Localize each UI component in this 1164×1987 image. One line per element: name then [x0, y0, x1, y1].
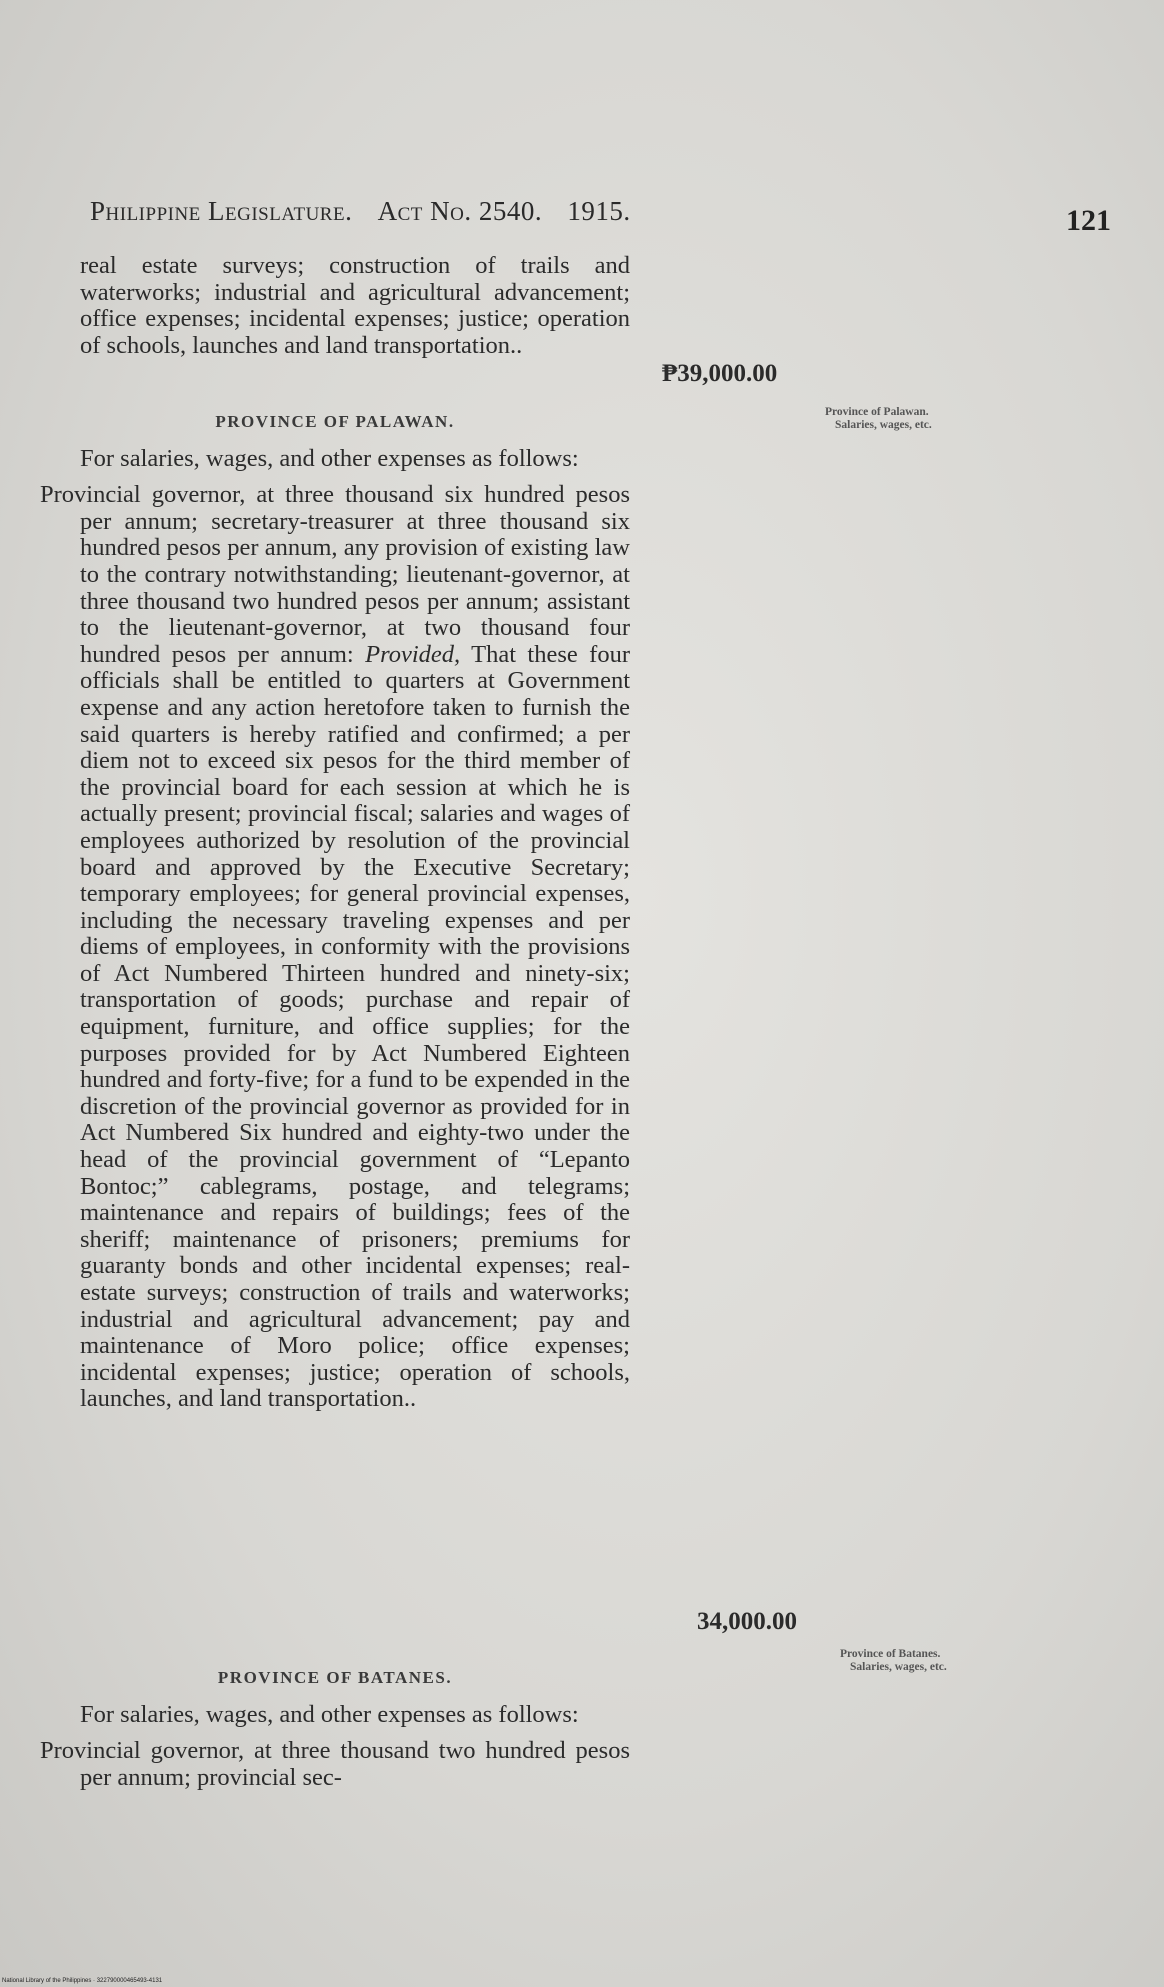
header-year: 1915.: [567, 196, 631, 226]
header-legislature: Philippine Legislature.: [90, 196, 353, 226]
palawan-margin-note: [825, 406, 1005, 432]
palawan-amount: 34,000.00: [697, 1608, 797, 1635]
batanes-body: Provincial governor, at three thousand two hundred pesos per annum; provincial sec-: [40, 1737, 630, 1791]
library-stamp: National Library of the Philippines · 322790000465493-4131: [2, 1978, 163, 1984]
palawan-provided: Provided,: [365, 640, 461, 668]
header-act: Act No. 2540.: [377, 196, 543, 226]
continuation-block: [40, 253, 630, 359]
palawan-body-part1: Provincial governor, at three thousand six hundred pesos per annum; secretary-treasurer at three thousand six hundred pesos per annum, any provision of existing law to the contrary notwithstanding; lieutenant-governor, at three thousand two hundred pesos per annum; assistant to the lieutenant-governor, at two thousand four hundred pesos per annum:: [40, 481, 630, 668]
palawan-margin-province: Province of Palawan.: [825, 406, 929, 418]
palawan-heading: PROVINCE OF PALAWAN.: [215, 412, 455, 431]
palawan-margin-salaries: Salaries, wages, etc.: [835, 419, 932, 431]
palawan-body: [40, 482, 630, 1413]
running-header: [90, 196, 649, 227]
continuation-amount: ₱39,000.00: [662, 360, 778, 387]
palawan-intro: For salaries, wages, and other expenses as follows:: [80, 444, 579, 472]
batanes-section: [40, 1653, 630, 1791]
page-number: 121: [1066, 204, 1111, 237]
batanes-heading: PROVINCE OF BATANES.: [217, 1668, 453, 1687]
batanes-intro: For salaries, wages, and other expenses as follows:: [80, 1700, 579, 1728]
continuation-text: real estate surveys; construction of trails and waterworks; industrial and agricultural advancement; office expenses; incidental expenses; justice; operation of schools, launches and land transportation..: [80, 252, 630, 359]
palawan-body-part2: That these four officials shall be entitled to quarters at Government expense and any action heretofore taken to furnish the said quarters is hereby ratified and confirmed; a per diem not to exceed six pesos for the third member of the provincial board for each session at which he is actually present; provincial fiscal; salaries and wages of employees authorized by resolution of the provincial board and approved by the Executive Secretary; temporary employees; for general provincial expenses, including the necessary traveling expenses and per diems of employees, in conformity with the provisions of Act Numbered Thirteen hundred and ninety-six; transportation of goods; purchase and repair of equipment, furniture, and office supplies; for the purposes provided for by Act Numbered Eighteen hundred and forty-five; for a fund to be expended in the discretion of the provincial governor as provided for in Act Numbered Six hundred and eighty-two under the head of the provincial government of “Lepanto Bontoc;” cablegrams, postage, and telegrams; maintenance and repairs of buildings; fees of the sheriff; maintenance of prisoners; premiums for guaranty bonds and other incidental expenses; real-estate surveys; construction of trails and waterworks; industrial and agricultural advancement; pay and maintenance of Moro police; office expenses; incidental expenses; justice; operation of schools, launches, and land transportation..: [80, 640, 630, 1413]
batanes-margin-note: [840, 1648, 1020, 1674]
batanes-margin-province: Province of Batanes.: [840, 1648, 941, 1660]
batanes-margin-salaries: Salaries, wages, etc.: [850, 1661, 947, 1673]
palawan-section: [40, 397, 630, 1413]
